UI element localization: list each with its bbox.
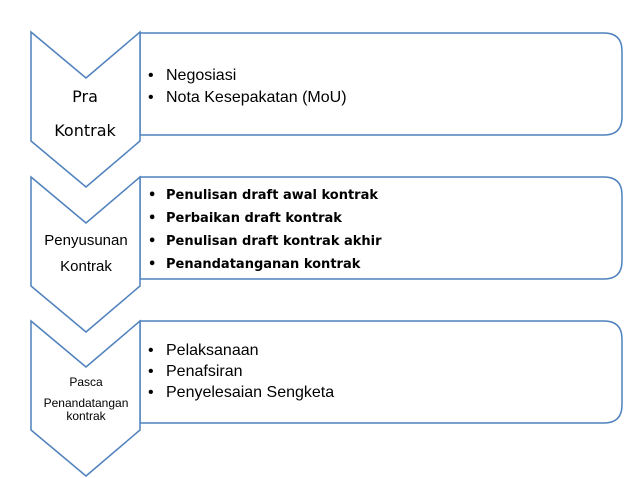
stage-1-label-line-2: Kontrak [54, 121, 116, 140]
stage-3-item: • Penafsiran [146, 361, 334, 382]
stage-1-label [40, 80, 130, 148]
stage-2-item: • Penandatanganan kontrak [146, 253, 382, 276]
stage-3-item: • Pelaksanaan [146, 340, 334, 361]
stage-3-item-list [146, 340, 334, 403]
stage-2-item: • Penulisan draft awal kontrak [146, 184, 382, 207]
stage-1-item-list [146, 65, 347, 109]
stage-3-label [34, 376, 138, 423]
stage-3-label-line-2: Penandatangan [43, 396, 129, 410]
stage-1-item: • Negosiasi [146, 65, 347, 87]
stage-3-label-line-1: Pasca [69, 375, 103, 389]
stage-2-item-list [146, 184, 382, 276]
stage-3-item: • Penyelesaian Sengketa [146, 382, 334, 403]
stage-2-label [34, 228, 138, 280]
stage-1-item: • Nota Kesepakatan (MoU) [146, 87, 347, 109]
stage-2-item: • Penulisan draft kontrak akhir [146, 230, 382, 253]
stage-2-item: • Perbaikan draft kontrak [146, 207, 382, 230]
stage-1-label-line-1: Pra [72, 87, 98, 106]
stage-2-label-line-2: Kontrak [60, 258, 112, 275]
stage-2-label-line-1: Penyusunan [44, 232, 128, 249]
stage-3-label-line-3: kontrak [66, 409, 106, 423]
